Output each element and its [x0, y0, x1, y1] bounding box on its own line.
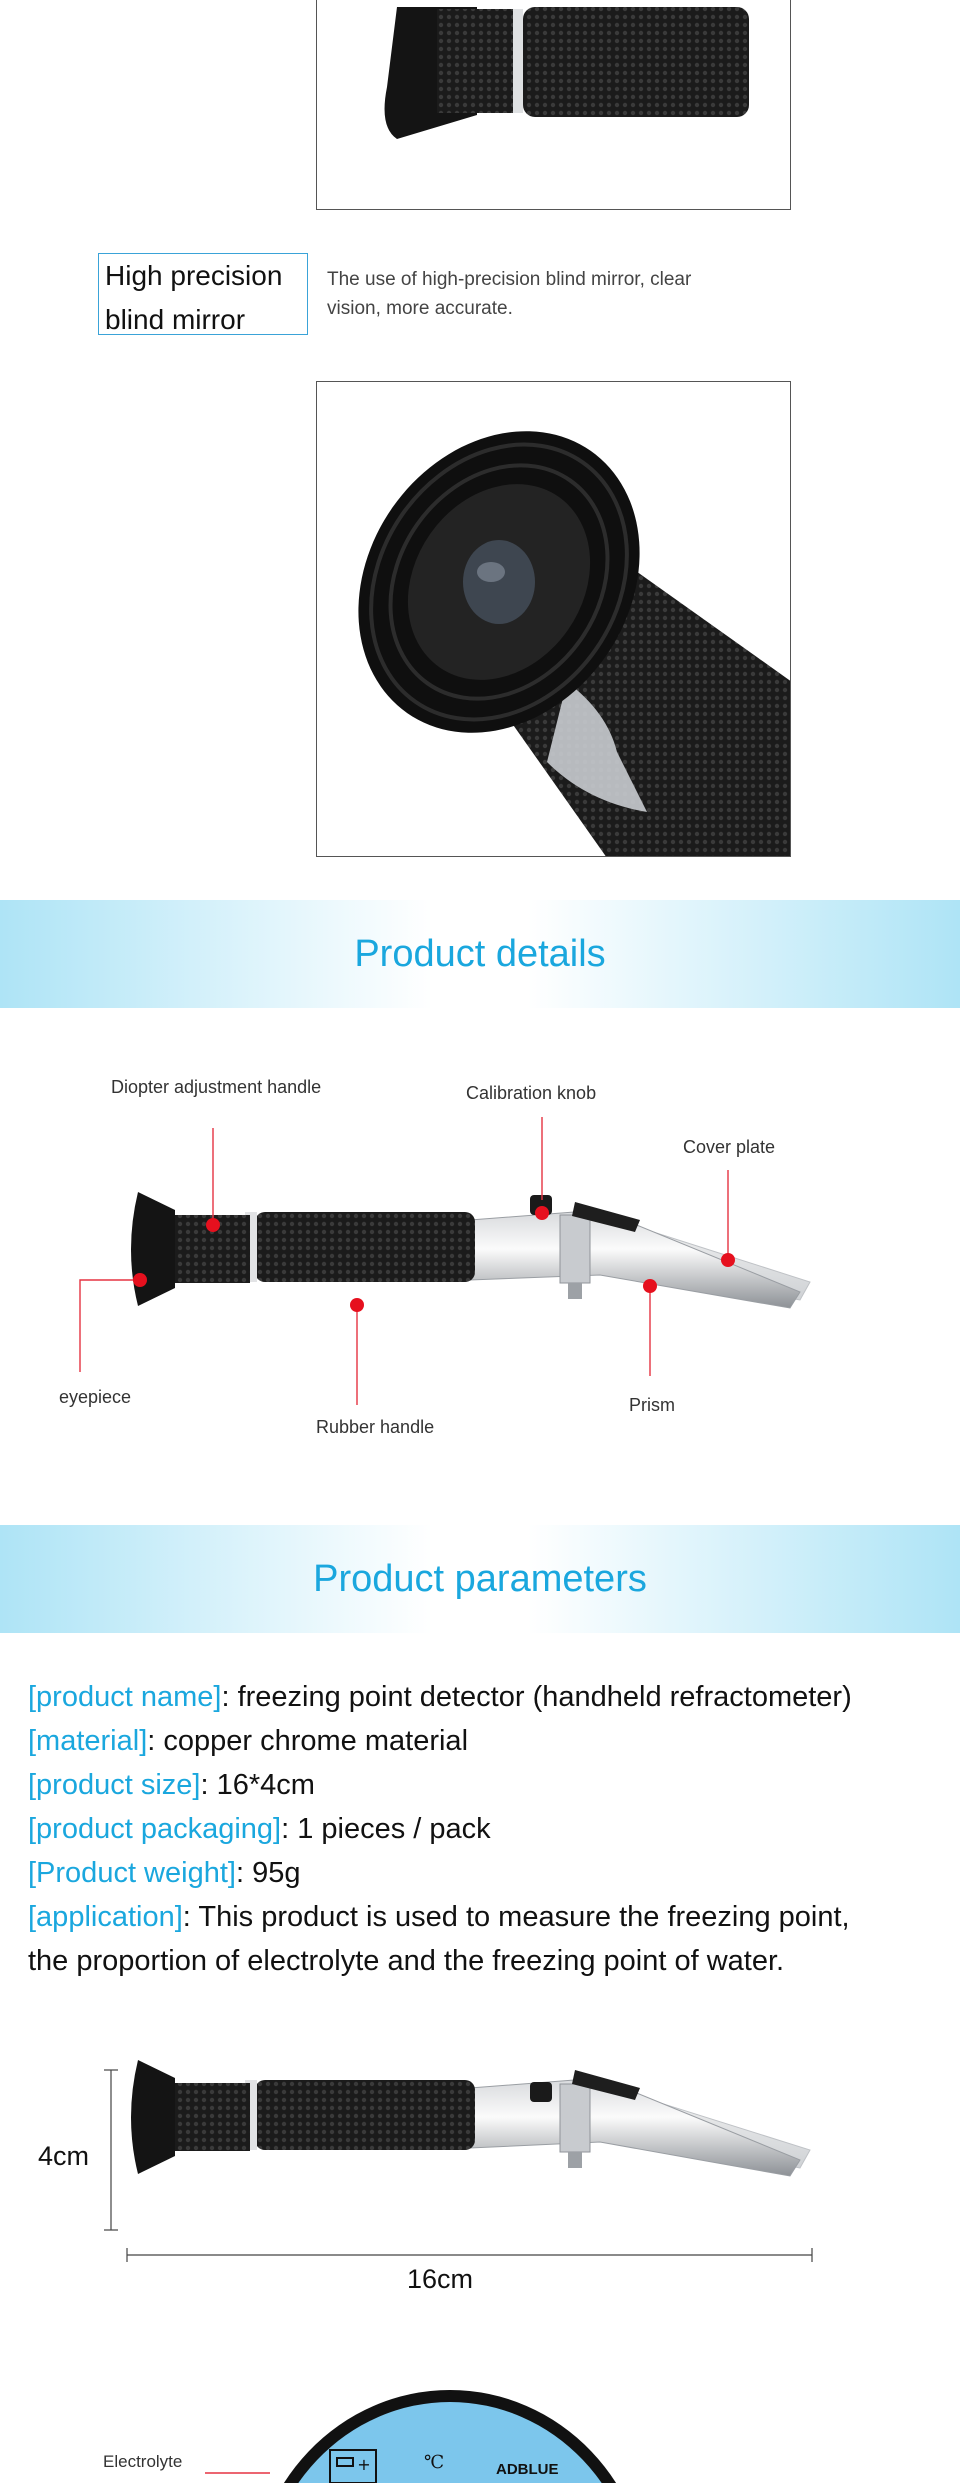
- refractometer-top-image: [317, 0, 791, 210]
- param-packaging: [28, 1807, 948, 1851]
- param-application: [28, 1895, 948, 1939]
- param-material: [28, 1719, 948, 1763]
- eyepiece-closeup-image: [317, 382, 791, 857]
- callout-calibration: Calibration knob: [466, 1083, 597, 1103]
- param-key: [product name]: [28, 1681, 222, 1713]
- param-value: : 16*4cm: [200, 1769, 315, 1801]
- callout-prism: Prism: [629, 1395, 675, 1415]
- product-details-diagram: [0, 1060, 960, 1460]
- refractometer-side-image: [0, 1060, 960, 1460]
- eyepiece-marker: [133, 1273, 147, 1287]
- diopter-marker: [206, 1218, 220, 1232]
- parameter-list: [28, 1675, 948, 1983]
- product-parameters-banner: [0, 1525, 960, 1633]
- param-key: [material]: [28, 1725, 148, 1757]
- dimensions-diagram: [0, 2040, 960, 2320]
- feature-desc-line1: The use of high-precision blind mirror, clear: [327, 269, 692, 290]
- param-weight: [28, 1851, 948, 1895]
- param-key: [Product weight]: [28, 1857, 236, 1889]
- svg-text:+: +: [357, 2455, 371, 2474]
- feature-title-line2: blind mirror: [105, 304, 246, 335]
- scale-preview: [0, 2370, 960, 2483]
- product-details-banner: [0, 900, 960, 1008]
- feature-title-box: [98, 253, 308, 335]
- param-key: [application]: [28, 1901, 183, 1933]
- electrolyte-label: Electrolyte: [103, 2452, 183, 2471]
- height-label: 4cm: [38, 2141, 90, 2171]
- rubber-marker: [350, 1298, 364, 1312]
- param-value: : copper chrome material: [147, 1725, 469, 1757]
- callout-eyepiece: eyepiece: [59, 1387, 132, 1407]
- callout-rubber: Rubber handle: [316, 1417, 435, 1437]
- celsius-unit: ℃: [424, 2452, 445, 2473]
- eyepiece-closeup-frame: [316, 381, 791, 857]
- product-parameters-title: Product parameters: [313, 1558, 647, 1600]
- param-value: : freezing point detector (handheld refractometer): [221, 1681, 852, 1713]
- param-size: [28, 1763, 948, 1807]
- feature-title-line1: High precision: [105, 260, 283, 291]
- product-details-title: Product details: [354, 933, 606, 975]
- param-value: : 1 pieces / pack: [281, 1813, 491, 1845]
- top-product-frame: [316, 0, 791, 210]
- param-application-continued: the proportion of electrolyte and the freezing point of water.: [28, 1945, 785, 1977]
- param-key: [product size]: [28, 1769, 201, 1801]
- adblue-label: ADBLUE: [496, 2461, 559, 2478]
- callout-diopter: Diopter adjustment handle: [111, 1077, 322, 1097]
- cover-marker: [721, 1253, 735, 1267]
- param-key: [product packaging]: [28, 1813, 282, 1845]
- length-label: 16cm: [407, 2264, 474, 2294]
- param-value: : 95g: [235, 1857, 301, 1889]
- prism-marker: [643, 1279, 657, 1293]
- param-product-name: [28, 1675, 948, 1719]
- refractometer-dimension-image: [0, 2040, 960, 2320]
- callout-cover: Cover plate: [683, 1137, 776, 1157]
- feature-desc-line2: vision, more accurate.: [327, 298, 513, 319]
- feature-description: [327, 265, 747, 323]
- calibration-marker: [535, 1206, 549, 1220]
- param-value: : This product is used to measure the freezing point,: [182, 1901, 850, 1933]
